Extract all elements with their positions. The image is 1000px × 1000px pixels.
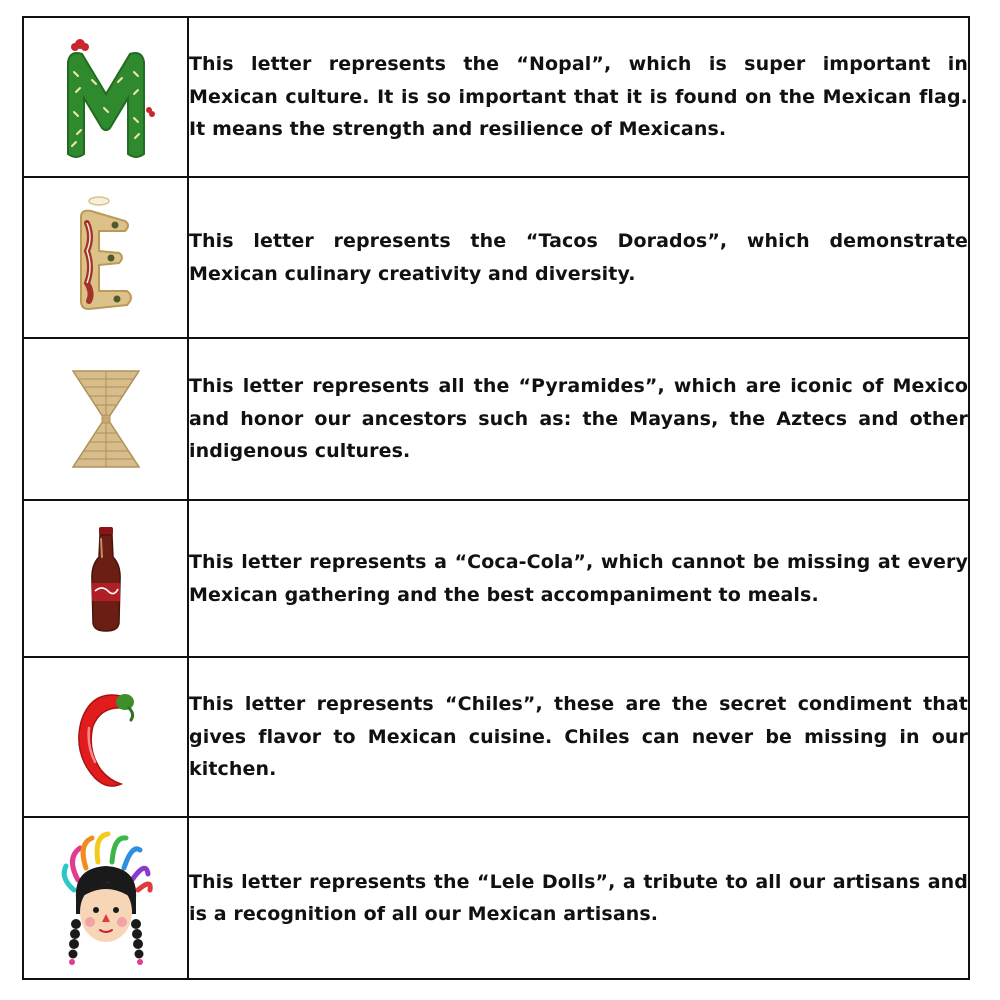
icon-cell [23,500,188,657]
text-cell [188,500,969,657]
mexico-letters-table [22,16,970,980]
row-description: This letter represents a “Coca-Cola”, which cannot be missing at every Mexican gathering and the best accompaniment to meals. [189,551,968,606]
icon-cell [23,177,188,338]
row-description: This letter represents “Chiles”, these are the secret condiment that gives flavor to Mexican cuisine. Chiles can never be missing in our kitchen. [189,693,968,781]
table-row [23,177,969,338]
table-row [23,338,969,500]
row-description: This letter represents the “Lele Dolls”, a tribute to all our artisans and is a recognition of all our Mexican artisans. [189,870,968,925]
text-cell [188,17,969,177]
tacos-dorados-letter-e-icon [71,193,141,323]
icon-cell [23,338,188,500]
lele-doll-letter-o-icon [56,828,156,968]
text-cell [188,177,969,338]
row-description: This letter represents the “Nopal”, which is super important in Mexican culture. It is so important that it is found on the Mexican flag. It means the strength and resilience of Mexicans. [189,53,968,141]
row-description: This letter represents the “Tacos Dorados”, which demonstrate Mexican culinary creativity and diversity. [189,230,968,285]
nopal-letter-m-icon [56,32,156,162]
coca-cola-letter-i-icon [86,525,126,633]
row-description: This letter represents all the “Pyramides”, which are iconic of Mexico and honor our ancestors such as: the Mayans, the Aztecs and other indigenous cultures. [189,375,968,463]
pyramides-letter-x-icon [71,369,141,469]
table-row [23,17,969,177]
text-cell [188,657,969,817]
icon-cell [23,657,188,817]
chile-letter-c-icon [71,682,141,792]
icon-cell [23,17,188,177]
table-row [23,657,969,817]
text-cell [188,338,969,500]
table-row [23,817,969,979]
text-cell [188,817,969,979]
table-row [23,500,969,657]
icon-cell [23,817,188,979]
